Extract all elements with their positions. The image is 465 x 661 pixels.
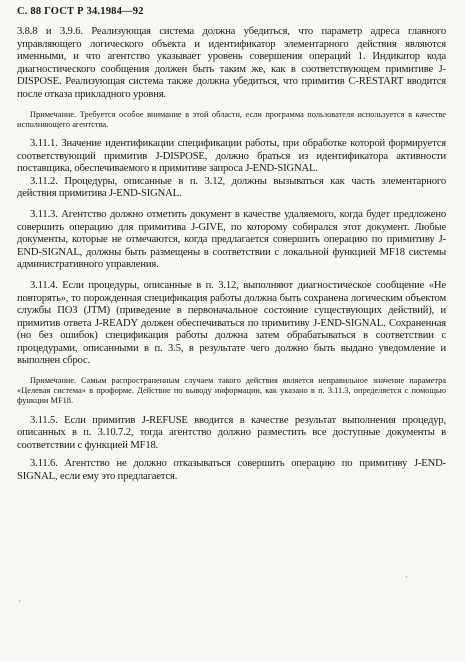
note-1: Примечание. Требуется особое внимание в этой области, если программа пользователя используется в качестве исполняющего агентства. [17, 109, 446, 129]
paragraph-3-11-5: 3.11.5. Если примитив J-REFUSE вводится в качестве результат выполнения процедур, описанных в п. 3.10.7.2, тогда агентство должно разместить все доступные документы в соответствии с функцией MF18. [17, 414, 446, 451]
paragraph-3-11-2: 3.11.2. Процедуры, описанные в п. 3.12, должны вызываться как часть элементарного действия примитива J-END-SIGNAL. [17, 175, 446, 200]
page-header: С. 88 ГОСТ Р 34.1984—92 [17, 6, 144, 17]
document-body [17, 26, 446, 484]
scan-speck: · [18, 596, 21, 606]
paragraph-3-8-8: 3.8.8 и 3.9.6. Реализующая система должна убедиться, что параметр адреса главного управляющего логического объекта и идентификатор элементарного действия являются именными, и что агентство указывает уровень совершения операций 1. Индикатор кода диагностического сообщения должен быть таким же, как в соответствующем примитиве J-DISPOSE. Реализующая система также должна убедиться, что примитив C-RESTART вводится после отказа прикладного уровня. [17, 26, 446, 100]
paragraph-3-11-1: 3.11.1. Значение идентификации спецификации работы, при обработке которой формируется соответствующий примитив J-DISPOSE, должно браться из идентификатора активности поставщика, обеспечиваемого в примитиве запроса J-END-SIGNAL. [17, 137, 446, 175]
paragraph-3-11-3: 3.11.3. Агентство должно отметить документ в качестве удаляемого, когда будет предложено совершить операцию для примитива J-GIVE, по которому собирался этот документ. Любые документы, которые не отмечаются, когда предлагается совершить операцию по примитиву J-END-SIGNAL, должны быть размещены в соответствии с локальной функцией MF18 системы административного управления. [17, 208, 446, 271]
scan-speck: · [405, 572, 408, 582]
paragraph-3-11-6: 3.11.6. Агентство не должно отказываться совершить операцию по примитиву J-END-SIGNAL, если ему это предлагается. [17, 458, 446, 483]
paragraph-3-11-4: 3.11.4. Если процедуры, описанные в п. 3.12, выполняют диагностическое сообщение «Не повторять», то порожденная спецификация работы должна быть сохранена логическим объектом службы ПОЗ (JTM) (приведение в первоначальное состояние существующих действий), и примитив ответа J-READY должен обеспечиваться по примитиву J-END-SIGNAL. Сохраненная (но без ошибок) спецификация работы должна затем обрабатываться в соответствии с процедурами, описанными в п. 3.5, в результате чего должно быть выдано уведомление и выполнен сброс. [17, 279, 446, 367]
note-2: Примечание. Самым распространенным случаем такого действия является неправильное значение параметра «Целевая система» в проформе. Действие по выводу информации, как указано в п. 3.11.3, определяется с помощью функции MF18. [17, 376, 446, 406]
